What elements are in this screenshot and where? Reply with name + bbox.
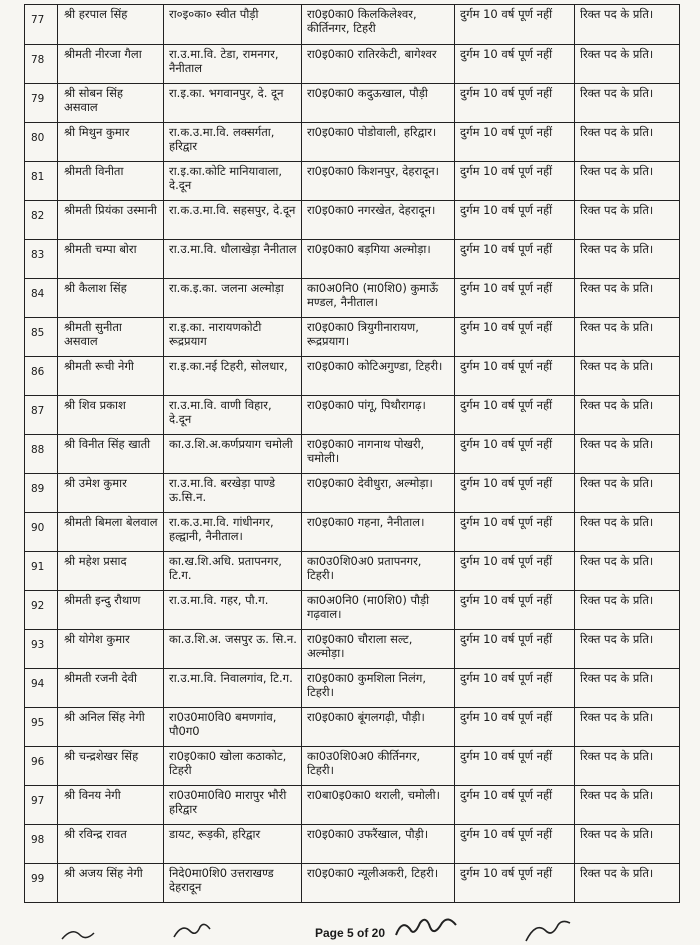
transfer-reason-cell: दुर्गम 10 वर्ष पूर्ण नहीं xyxy=(455,357,575,396)
serial-number-cell: 80 xyxy=(25,123,58,162)
page-number: Page 5 of 20 xyxy=(314,926,386,940)
remark-cell: रिक्त पद के प्रति। xyxy=(575,825,680,864)
current-posting-cell: रा.इ.का.नई टिहरी, सोलधार, xyxy=(164,357,302,396)
serial-number-cell: 83 xyxy=(25,240,58,279)
table-row xyxy=(25,552,680,591)
employee-name-cell: श्री उमेश कुमार xyxy=(58,474,164,513)
serial-number-cell: 93 xyxy=(25,630,58,669)
transfer-reason-cell: दुर्गम 10 वर्ष पूर्ण नहीं xyxy=(455,240,575,279)
transfer-posting-cell: रा0इ0का0 नगरखेत, देहरादून। xyxy=(302,201,455,240)
table-row xyxy=(25,825,680,864)
signature-center xyxy=(392,915,472,945)
transfer-posting-cell: रा0इ0का0 गहना, नैनीताल। xyxy=(302,513,455,552)
table-row xyxy=(25,201,680,240)
table-row xyxy=(25,708,680,747)
employee-name-cell: श्रीमती प्रियंका उस्मानी xyxy=(58,201,164,240)
transfer-reason-cell: दुर्गम 10 वर्ष पूर्ण नहीं xyxy=(455,123,575,162)
remark-cell: रिक्त पद के प्रति। xyxy=(575,435,680,474)
remark-cell: रिक्त पद के प्रति। xyxy=(575,5,680,45)
transfer-reason-cell: दुर्गम 10 वर्ष पूर्ण नहीं xyxy=(455,201,575,240)
remark-cell: रिक्त पद के प्रति। xyxy=(575,474,680,513)
serial-number-cell: 92 xyxy=(25,591,58,630)
transfer-list-table-container xyxy=(24,4,679,903)
transfer-posting-cell: रा0इ0का0 उफरैंखाल, पौड़ी। xyxy=(302,825,455,864)
serial-number-cell: 91 xyxy=(25,552,58,591)
transfer-posting-cell: रा0इ0का0 देवीधुरा, अल्मोड़ा। xyxy=(302,474,455,513)
serial-number-cell: 98 xyxy=(25,825,58,864)
transfer-posting-cell: रा0इ0का0 पोडोवाली, हरिद्वार। xyxy=(302,123,455,162)
serial-number-cell: 84 xyxy=(25,279,58,318)
current-posting-cell: रा.उ.मा.वि. वाणी विहार, दे.दून xyxy=(164,396,302,435)
current-posting-cell: रा.इ.का. नारायणकोटी रूद्रप्रयाग xyxy=(164,318,302,357)
employee-name-cell: श्री मिथुन कुमार xyxy=(58,123,164,162)
serial-number-cell: 88 xyxy=(25,435,58,474)
transfer-reason-cell: दुर्गम 10 वर्ष पूर्ण नहीं xyxy=(455,474,575,513)
table-body xyxy=(25,5,680,903)
remark-cell: रिक्त पद के प्रति। xyxy=(575,123,680,162)
current-posting-cell: रा.उ.मा.वि. टेडा, रामनगर, नैनीताल xyxy=(164,45,302,84)
current-posting-cell: रा.उ.मा.वि. बरखेड़ा पाण्डे ऊ.सि.न. xyxy=(164,474,302,513)
current-posting-cell: रा0इ0का0 खोला कठाकोट, टिहरी xyxy=(164,747,302,786)
remark-cell: रिक्त पद के प्रति। xyxy=(575,318,680,357)
table-row xyxy=(25,84,680,123)
table-row xyxy=(25,318,680,357)
table-row xyxy=(25,864,680,903)
table-row xyxy=(25,5,680,45)
transfer-reason-cell: दुर्गम 10 वर्ष पूर्ण नहीं xyxy=(455,747,575,786)
transfer-posting-cell: रा0इ0का0 बड़गिया अल्मोड़ा। xyxy=(302,240,455,279)
serial-number-cell: 96 xyxy=(25,747,58,786)
remark-cell: रिक्त पद के प्रति। xyxy=(575,630,680,669)
transfer-reason-cell: दुर्गम 10 वर्ष पूर्ण नहीं xyxy=(455,513,575,552)
table-row xyxy=(25,357,680,396)
transfer-reason-cell: दुर्गम 10 वर्ष पूर्ण नहीं xyxy=(455,84,575,123)
transfer-posting-cell: रा0इ0का0 न्यूलीअकरी, टिहरी। xyxy=(302,864,455,903)
current-posting-cell: रा.उ.मा.वि. निवालगांव, टि.ग. xyxy=(164,669,302,708)
transfer-posting-cell: रा0इ0का0 चौराला सल्ट, अल्मोड़ा। xyxy=(302,630,455,669)
serial-number-cell: 99 xyxy=(25,864,58,903)
employee-name-cell: श्रीमती इन्दु रौथाण xyxy=(58,591,164,630)
remark-cell: रिक्त पद के प्रति। xyxy=(575,240,680,279)
remark-cell: रिक्त पद के प्रति। xyxy=(575,786,680,825)
serial-number-cell: 86 xyxy=(25,357,58,396)
current-posting-cell: रा.क.उ.मा.वि. लक्सर्गता, हरिद्वार xyxy=(164,123,302,162)
remark-cell: रिक्त पद के प्रति। xyxy=(575,279,680,318)
serial-number-cell: 90 xyxy=(25,513,58,552)
current-posting-cell: रा0उ0मा0वि0 बमणगांव, पौ0ग0 xyxy=(164,708,302,747)
remark-cell: रिक्त पद के प्रति। xyxy=(575,84,680,123)
serial-number-cell: 77 xyxy=(25,5,58,45)
table-row xyxy=(25,747,680,786)
remark-cell: रिक्त पद के प्रति। xyxy=(575,201,680,240)
transfer-list-table xyxy=(24,4,680,903)
employee-name-cell: श्री कैलाश सिंह xyxy=(58,279,164,318)
current-posting-cell: का.उ.शि.अ.कर्णप्रयाग चमोली xyxy=(164,435,302,474)
transfer-reason-cell: दुर्गम 10 वर्ष पूर्ण नहीं xyxy=(455,708,575,747)
current-posting-cell: रा.क.इ.का. जलना अल्मोड़ा xyxy=(164,279,302,318)
remark-cell: रिक्त पद के प्रति। xyxy=(575,45,680,84)
remark-cell: रिक्त पद के प्रति। xyxy=(575,396,680,435)
current-posting-cell: रा०इ०का० स्वीत पौड़ी xyxy=(164,5,302,45)
serial-number-cell: 78 xyxy=(25,45,58,84)
transfer-posting-cell: रा0इ0का0 रातिरकेटी, बागेश्वर xyxy=(302,45,455,84)
employee-name-cell: श्री अजय सिंह नेगी xyxy=(58,864,164,903)
transfer-reason-cell: दुर्गम 10 वर्ष पूर्ण नहीं xyxy=(455,435,575,474)
remark-cell: रिक्त पद के प्रति। xyxy=(575,162,680,201)
serial-number-cell: 79 xyxy=(25,84,58,123)
transfer-posting-cell: रा0इ0का0 कुमशिला निलंग, टिहरी। xyxy=(302,669,455,708)
remark-cell: रिक्त पद के प्रति। xyxy=(575,864,680,903)
current-posting-cell: रा.इ.का.कोटि मानियावाला, दे.दून xyxy=(164,162,302,201)
employee-name-cell: श्री अनिल सिंह नेगी xyxy=(58,708,164,747)
transfer-posting-cell: रा0इ0का0 किशनपुर, देहरादून। xyxy=(302,162,455,201)
signature-right xyxy=(520,915,580,945)
transfer-posting-cell: रा0इ0का0 बूंगलगढ़ी, पौड़ी। xyxy=(302,708,455,747)
remark-cell: रिक्त पद के प्रति। xyxy=(575,591,680,630)
table-row xyxy=(25,513,680,552)
transfer-reason-cell: दुर्गम 10 वर्ष पूर्ण नहीं xyxy=(455,669,575,708)
employee-name-cell: श्रीमती रूची नेगी xyxy=(58,357,164,396)
transfer-reason-cell: दुर्गम 10 वर्ष पूर्ण नहीं xyxy=(455,630,575,669)
transfer-posting-cell: का0उ0शि0अ0 कीर्तिनगर, टिहरी। xyxy=(302,747,455,786)
signature-mark xyxy=(170,915,230,945)
transfer-posting-cell: का0अ0नि0 (मा0शि0) पौड़ी गढ़वाल। xyxy=(302,591,455,630)
transfer-posting-cell: रा0इ0का0 किलकिलेश्वर, कीर्तिनगर, टिहरी xyxy=(302,5,455,45)
table-row xyxy=(25,123,680,162)
transfer-reason-cell: दुर्गम 10 वर्ष पूर्ण नहीं xyxy=(455,279,575,318)
employee-name-cell: श्री महेश प्रसाद xyxy=(58,552,164,591)
serial-number-cell: 87 xyxy=(25,396,58,435)
current-posting-cell: का.ख.शि.अधि. प्रतापनगर, टि.ग. xyxy=(164,552,302,591)
employee-name-cell: श्री योगेश कुमार xyxy=(58,630,164,669)
remark-cell: रिक्त पद के प्रति। xyxy=(575,747,680,786)
current-posting-cell: रा0उ0मा0वि0 मारापुर भौरी हरिद्वार xyxy=(164,786,302,825)
current-posting-cell: रा.क.उ.मा.वि. गांधीनगर, हल्द्वानी, नैनीताल। xyxy=(164,513,302,552)
current-posting-cell: डायट, रूड़की, हरिद्वार xyxy=(164,825,302,864)
table-row xyxy=(25,396,680,435)
transfer-reason-cell: दुर्गम 10 वर्ष पूर्ण नहीं xyxy=(455,162,575,201)
transfer-reason-cell: दुर्गम 10 वर्ष पूर्ण नहीं xyxy=(455,591,575,630)
serial-number-cell: 85 xyxy=(25,318,58,357)
employee-name-cell: श्रीमती चम्पा बोरा xyxy=(58,240,164,279)
employee-name-cell: श्रीमती विनीता xyxy=(58,162,164,201)
remark-cell: रिक्त पद के प्रति। xyxy=(575,513,680,552)
employee-name-cell: श्रीमती रजनी देवी xyxy=(58,669,164,708)
transfer-reason-cell: दुर्गम 10 वर्ष पूर्ण नहीं xyxy=(455,396,575,435)
current-posting-cell: रा.क.उ.मा.वि. सहसपुर, दे.दून xyxy=(164,201,302,240)
employee-name-cell: श्री रविन्द्र रावत xyxy=(58,825,164,864)
employee-name-cell: श्री हरपाल सिंह xyxy=(58,5,164,45)
remark-cell: रिक्त पद के प्रति। xyxy=(575,552,680,591)
employee-name-cell: श्री विनय नेगी xyxy=(58,786,164,825)
serial-number-cell: 89 xyxy=(25,474,58,513)
table-row xyxy=(25,435,680,474)
transfer-reason-cell: दुर्गम 10 वर्ष पूर्ण नहीं xyxy=(455,45,575,84)
current-posting-cell: का.उ.शि.अ. जसपुर ऊ. सि.न. xyxy=(164,630,302,669)
signature-left xyxy=(60,915,140,945)
table-row xyxy=(25,669,680,708)
table-row xyxy=(25,279,680,318)
transfer-posting-cell: रा0इ0का0 कोटिअगुण्डा, टिहरी। xyxy=(302,357,455,396)
transfer-posting-cell: का0उ0शि0अ0 प्रतापनगर, टिहरी। xyxy=(302,552,455,591)
table-row xyxy=(25,630,680,669)
table-row xyxy=(25,240,680,279)
employee-name-cell: श्रीमती नीरजा गैला xyxy=(58,45,164,84)
current-posting-cell: निदे0मा0शि0 उत्तराखण्ड देहरादून xyxy=(164,864,302,903)
current-posting-cell: रा.उ.मा.वि. गहर, पौ.ग. xyxy=(164,591,302,630)
serial-number-cell: 81 xyxy=(25,162,58,201)
employee-name-cell: श्री सोबन सिंह असवाल xyxy=(58,84,164,123)
table-row xyxy=(25,786,680,825)
serial-number-cell: 94 xyxy=(25,669,58,708)
remark-cell: रिक्त पद के प्रति। xyxy=(575,357,680,396)
transfer-posting-cell: रा0इ0का0 पांगू, पिथौरागढ़। xyxy=(302,396,455,435)
transfer-reason-cell: दुर्गम 10 वर्ष पूर्ण नहीं xyxy=(455,552,575,591)
transfer-reason-cell: दुर्गम 10 वर्ष पूर्ण नहीं xyxy=(455,864,575,903)
table-row xyxy=(25,45,680,84)
table-row xyxy=(25,591,680,630)
table-row xyxy=(25,162,680,201)
current-posting-cell: रा.उ.मा.वि. धौलाखेड़ा नैनीताल xyxy=(164,240,302,279)
employee-name-cell: श्रीमती सुनीता असवाल xyxy=(58,318,164,357)
transfer-posting-cell: का0अ0नि0 (मा0शि0) कुमाऊँ मण्डल, नैनीताल। xyxy=(302,279,455,318)
transfer-posting-cell: रा0इ0का0 नागनाथ पोखरी, चमोली। xyxy=(302,435,455,474)
transfer-reason-cell: दुर्गम 10 वर्ष पूर्ण नहीं xyxy=(455,5,575,45)
transfer-posting-cell: रा0इ0का0 कदुऊखाल, पौड़ी xyxy=(302,84,455,123)
serial-number-cell: 82 xyxy=(25,201,58,240)
transfer-reason-cell: दुर्गम 10 वर्ष पूर्ण नहीं xyxy=(455,318,575,357)
transfer-posting-cell: रा0इ0का0 त्रियुगीनारायण, रूद्रप्रयाग। xyxy=(302,318,455,357)
serial-number-cell: 95 xyxy=(25,708,58,747)
employee-name-cell: श्री विनीत सिंह खाती xyxy=(58,435,164,474)
remark-cell: रिक्त पद के प्रति। xyxy=(575,669,680,708)
employee-name-cell: श्रीमती बिमला बेलवाल xyxy=(58,513,164,552)
table-row xyxy=(25,474,680,513)
current-posting-cell: रा.इ.का. भगवानपुर, दे. दून xyxy=(164,84,302,123)
transfer-reason-cell: दुर्गम 10 वर्ष पूर्ण नहीं xyxy=(455,825,575,864)
employee-name-cell: श्री चन्द्रशेखर सिंह xyxy=(58,747,164,786)
transfer-posting-cell: रा0बा0इ0का0 थराली, चमोली। xyxy=(302,786,455,825)
transfer-reason-cell: दुर्गम 10 वर्ष पूर्ण नहीं xyxy=(455,786,575,825)
serial-number-cell: 97 xyxy=(25,786,58,825)
remark-cell: रिक्त पद के प्रति। xyxy=(575,708,680,747)
employee-name-cell: श्री शिव प्रकाश xyxy=(58,396,164,435)
